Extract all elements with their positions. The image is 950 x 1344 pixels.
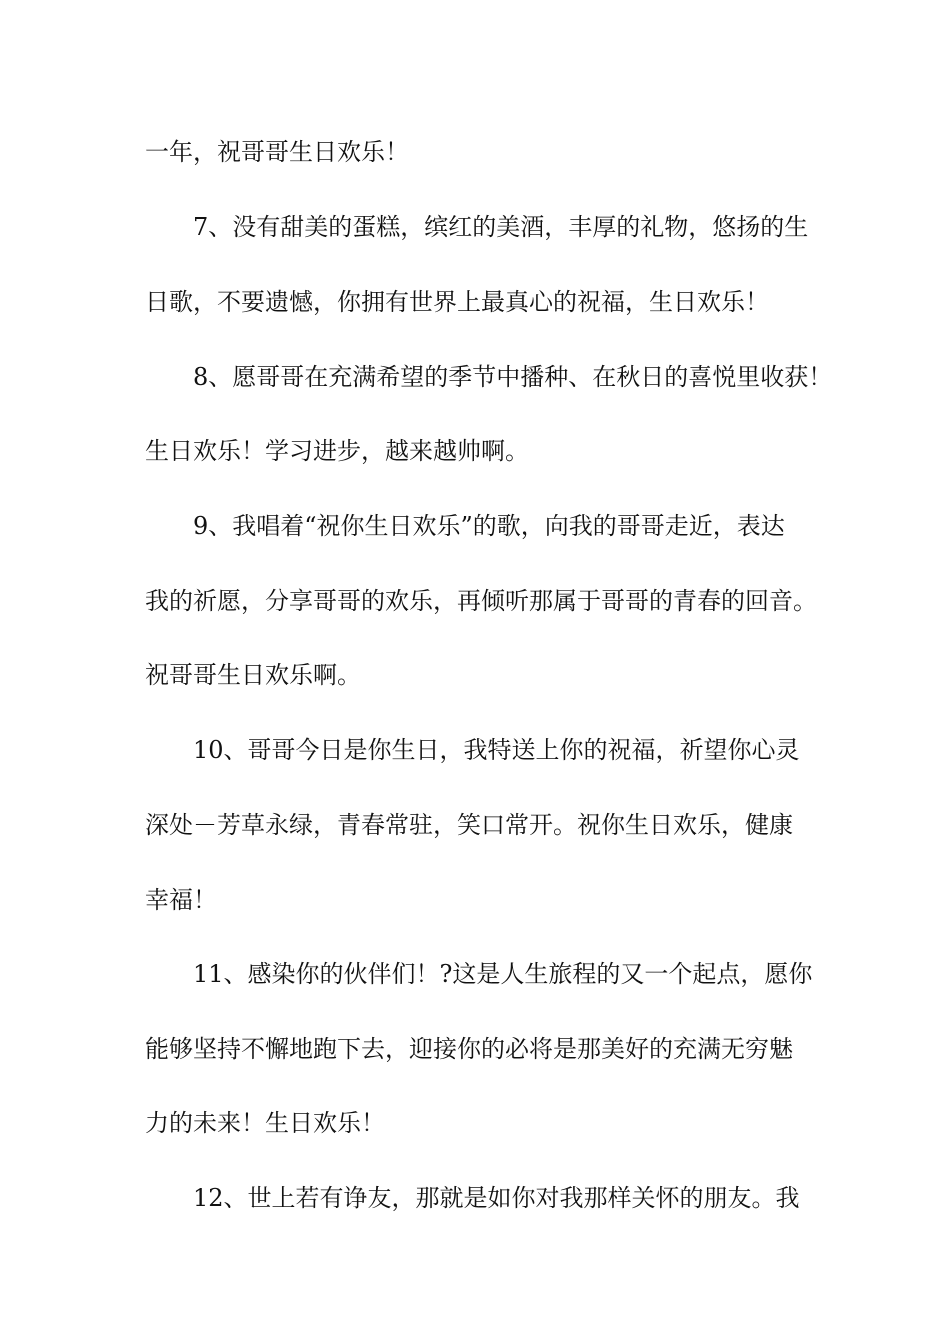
text-line: 一年，祝哥哥生日欢乐！ <box>145 138 409 166</box>
text-line: 9、我唱着“祝你生日欢乐”的歌，向我的哥哥走近，表达 <box>193 512 785 540</box>
text-line: 8、愿哥哥在充满希望的季节中播种、在秋日的喜悦里收获！ <box>193 363 833 391</box>
text-line: 我的祈愿，分享哥哥的欢乐，再倾听那属于哥哥的青春的回音。 <box>145 587 817 615</box>
text-line: 祝哥哥生日欢乐啊。 <box>145 661 361 689</box>
text-line: 力的未来！生日欢乐！ <box>145 1109 385 1137</box>
text-line: 生日欢乐！学习进步，越来越帅啊。 <box>145 437 529 465</box>
text-line: 11、感染你的伙伴们！?这是人生旅程的又一个起点，愿你 <box>193 960 813 988</box>
text-line: 幸福！ <box>145 886 217 914</box>
text-line: 7、没有甜美的蛋糕，缤红的美酒，丰厚的礼物，悠扬的生 <box>193 213 809 241</box>
text-line: 10、哥哥今日是你生日，我特送上你的祝福，祈望你心灵 <box>193 736 800 764</box>
text-line: 深处－芳草永绿，青春常驻，笑口常开。祝你生日欢乐，健康 <box>145 811 793 839</box>
text-line: 能够坚持不懈地跑下去，迎接你的必将是那美好的充满无穷魅 <box>145 1035 793 1063</box>
text-line: 日歌，不要遗憾，你拥有世界上最真心的祝福，生日欢乐！ <box>145 288 769 316</box>
text-line: 12、世上若有诤友，那就是如你对我那样关怀的朋友。我 <box>193 1184 800 1212</box>
